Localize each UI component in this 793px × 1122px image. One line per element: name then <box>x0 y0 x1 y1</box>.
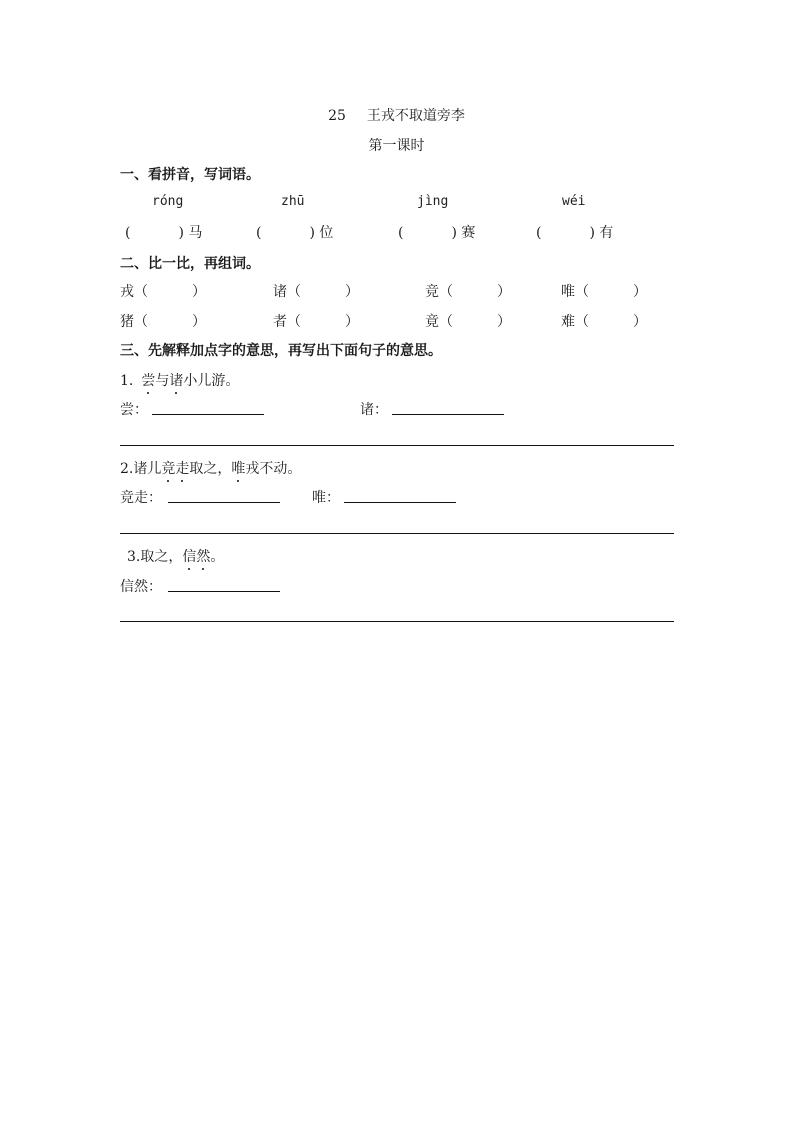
answer-line[interactable] <box>344 502 456 503</box>
word-blank-1[interactable]: ( ) 马 <box>125 225 203 241</box>
compare-item[interactable]: 竞（ ） <box>425 284 511 300</box>
pinyin-4: wéi <box>562 194 586 209</box>
pinyin-3: jìng <box>417 194 449 209</box>
pinyin-1: róng <box>152 194 184 209</box>
sentence-answer-line[interactable] <box>120 533 674 534</box>
section3-heading: 三、先解释加点字的意思，再写出下面句子的意思。 <box>120 343 442 359</box>
compare-item[interactable]: 诸（ ） <box>273 284 359 300</box>
answer-line[interactable] <box>392 414 504 415</box>
sentence-answer-line[interactable] <box>120 621 674 622</box>
word-blank-3[interactable]: ( ) 赛 <box>398 225 476 241</box>
field-label: 信然： <box>120 579 162 595</box>
document-subtitle: 第一课时 <box>368 138 425 154</box>
field-label: 竞走： <box>120 490 162 506</box>
pinyin-2: zhū <box>281 194 305 209</box>
answer-line[interactable] <box>168 502 280 503</box>
compare-item[interactable]: 猪（ ） <box>120 314 206 330</box>
compare-item[interactable]: 戎（ ） <box>120 284 206 300</box>
document-title <box>0 105 793 125</box>
word-blank-2[interactable]: ( ) 位 <box>256 225 334 241</box>
section2-heading: 二、比一比，再组词。 <box>120 256 260 272</box>
question-2-sentence: 2.诸儿竞走取之，唯戎不动。 <box>120 458 301 478</box>
field-label: 尝： <box>120 402 148 418</box>
field-label: 唯： <box>312 490 340 506</box>
section1-heading: 一、看拼音，写词语。 <box>120 167 260 183</box>
lesson-title: 王戎不取道旁李 <box>366 108 465 124</box>
lesson-number: 25 <box>328 108 346 124</box>
word-blank-4[interactable]: ( ) 有 <box>536 225 614 241</box>
question-3-sentence: 3.取之，信然。 <box>127 546 224 566</box>
compare-item[interactable]: 唯（ ） <box>561 284 647 300</box>
sentence-answer-line[interactable] <box>120 445 674 446</box>
question-1-sentence: 1. 尝与诸小儿游。 <box>120 370 239 390</box>
compare-item[interactable]: 者（ ） <box>273 314 359 330</box>
compare-item[interactable]: 竟（ ） <box>425 314 511 330</box>
compare-item[interactable]: 难（ ） <box>561 314 647 330</box>
answer-line[interactable] <box>152 414 264 415</box>
field-label: 诸： <box>360 402 388 418</box>
answer-line[interactable] <box>168 591 280 592</box>
